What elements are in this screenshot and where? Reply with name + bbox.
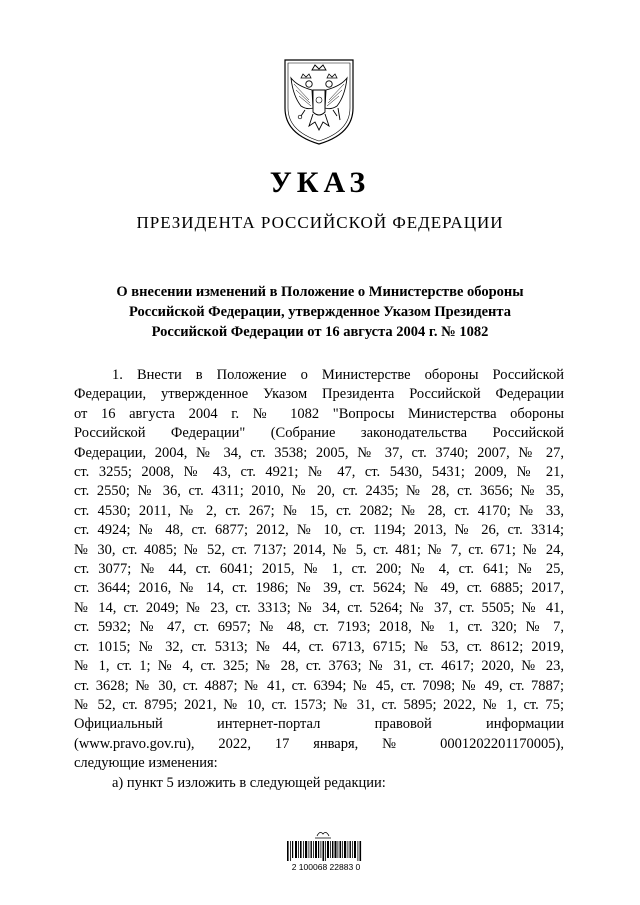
body-line: ст. 5932; № 47, ст. 6957; № 48, ст. 7193; 2018, № 1, ст. 320; № 7, — [74, 619, 564, 636]
body-line: Официальный интернет-портал правовой информации — [74, 716, 564, 733]
body-line: ст. 1015; № 32, ст. 5313; № 44, ст. 6713, 6715; № 53, ст. 8612; 2019, — [74, 638, 564, 655]
body-line: от 16 августа 2004 г. № 1082 "Вопросы Министерства обороны — [74, 405, 564, 422]
body-line: Российской Федерации" (Собрание законодательства Российской — [74, 425, 564, 442]
coat-of-arms-icon — [279, 56, 359, 146]
body-line: Федерации, 2004, № 34, ст. 3538; 2005, № 37, ст. 3740; 2007, № 27, — [74, 444, 564, 461]
decree-body — [74, 366, 564, 793]
body-line: а) пункт 5 изложить в следующей редакции: — [112, 774, 386, 791]
body-line: 1. Внести в Положение о Министерстве обороны Российской — [112, 367, 564, 383]
decree-title-line: Российской Федерации от 16 августа 2004 г. № 1082 — [151, 324, 489, 340]
body-line: ст. 2550; № 36, ст. 4311; 2010, № 20, ст. 2435; № 28, ст. 3656; № 35, — [74, 483, 564, 500]
body-line: ст. 3077; № 44, ст. 6041; 2015, № 1, ст. 200; № 4, ст. 641; № 25, — [74, 561, 564, 578]
decree-title-line: О внесении изменений в Положение о Министерстве обороны — [116, 284, 524, 300]
body-line: (www.pravo.gov.ru), 2022, 17 января, № 0001202201170005), — [74, 735, 564, 752]
body-line: Федерации, утвержденное Указом Президента Российской Федерации — [74, 386, 564, 403]
body-line: № 30, ст. 4085; № 52, ст. 7137; 2014, № 5, ст. 481; № 7, ст. 671; № 24, — [74, 541, 564, 558]
barcode-icon — [285, 828, 365, 888]
decree-title — [60, 282, 580, 342]
body-line: ст. 3255; 2008, № 43, ст. 4921; № 47, ст. 5430, 5431; 2009, № 21, — [74, 464, 564, 481]
body-line: № 14, ст. 2049; № 23, ст. 3313; № 34, ст. 5264; № 37, ст. 5505; № 41, — [74, 599, 564, 616]
body-line: ст. 4530; 2011, № 2, ст. 267; № 15, ст. 2082; № 28, ст. 4170; № 33, — [74, 502, 564, 519]
body-line: следующие изменения: — [74, 755, 218, 772]
barcode-number: 2 100068 22883 0 — [291, 862, 361, 872]
document-type: УКАЗ — [269, 166, 371, 199]
issuer-title: ПРЕЗИДЕНТА РОССИЙСКОЙ ФЕДЕРАЦИИ — [136, 213, 504, 232]
body-line: ст. 3628; № 30, ст. 4887; № 41, ст. 6394; № 45, ст. 7098; № 49, ст. 7887; — [74, 677, 564, 694]
decree-title-line: Российской Федерации, утвержденное Указом Президента — [129, 304, 511, 320]
body-line: ст. 3644; 2016, № 14, ст. 1986; № 39, ст. 5624; № 49, ст. 6885; 2017, — [74, 580, 564, 597]
body-line: № 1, ст. 1; № 4, ст. 325; № 28, ст. 3763; № 31, ст. 4617; 2020, № 23, — [74, 658, 564, 675]
body-line: ст. 4924; № 48, ст. 6877; 2012, № 10, ст. 1194; 2013, № 26, ст. 3314; — [74, 522, 564, 539]
body-line: № 52, ст. 8795; 2021, № 10, ст. 1573; № 31, ст. 5895; 2022, № 1, ст. 75; — [74, 696, 564, 713]
